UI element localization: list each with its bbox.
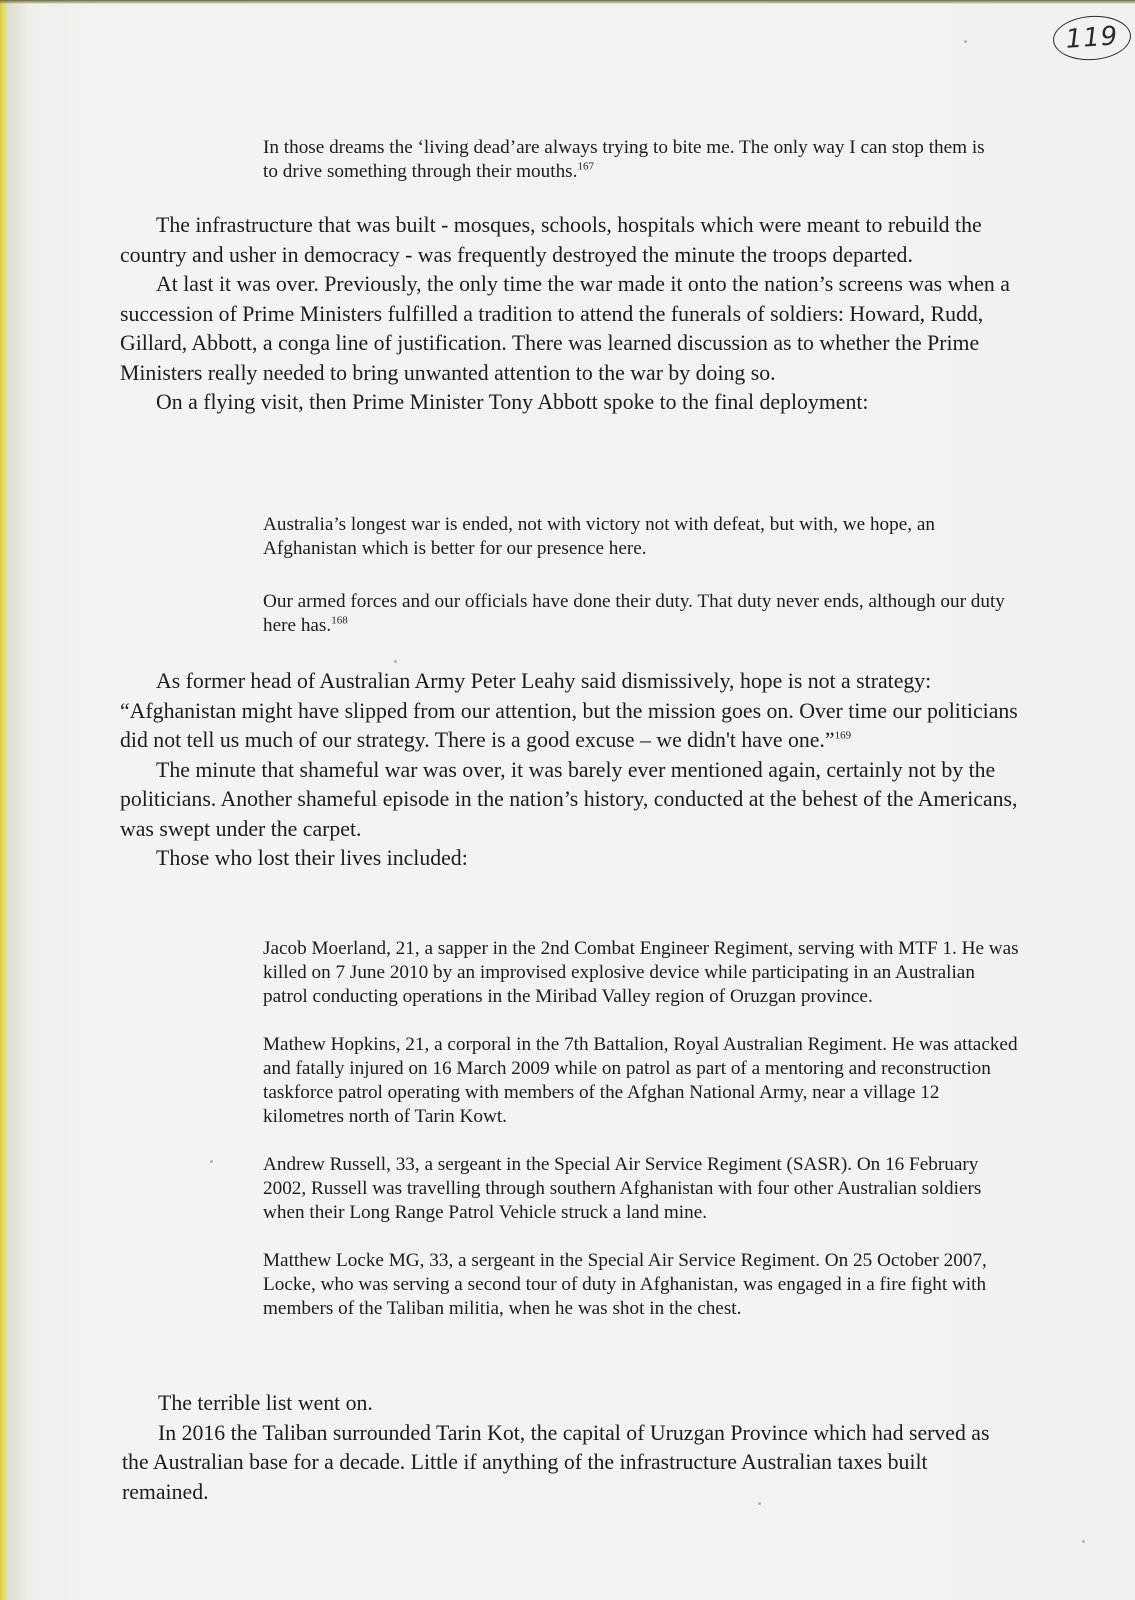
casualty-locke: Matthew Locke MG, 33, a sergeant in the Special Air Service Regiment. On 25 October 2007, Locke, who was serving a second tour of duty in Afghanistan, was engaged in a fire fight with members of the Taliban militia, when he was shot in the chest. (263, 1250, 987, 1319)
scan-speck (758, 1502, 761, 1505)
handwritten-page-number: 119 (1052, 13, 1133, 62)
quote-dreams-text: In those dreams the ‘living dead’are always trying to bite me. The only way I can stop them is to drive something through their mouths.$^{167}$ (263, 137, 985, 182)
scan-speck (1082, 1540, 1085, 1543)
body-section-1 (120, 211, 1015, 418)
paragraph-terrible-list: The terrible list went on. (158, 1391, 373, 1415)
paragraph-leahy: As former head of Australian Army Peter Leahy said dismissively, hope is not a strategy: “Afghanistan might have slipped from our attention, but the mission goes on. Over time our politicians did not tell us much of our strategy. There is a good excuse – we didn't have one.”$^{169}$ (120, 669, 1018, 752)
scan-speck (964, 40, 967, 43)
casualty-russell: Andrew Russell, 33, a sergeant in the Special Air Service Regiment (SASR). On 16 February 2002, Russell was travelling through southern Afghanistan with four other Australian soldiers when their Long Range Patrol Vehicle struck a land mine. (263, 1154, 982, 1223)
page-left-edge (0, 0, 8, 1600)
block-quote-abbott (263, 513, 1018, 638)
scan-speck (210, 1160, 213, 1163)
body-section-3 (122, 1389, 1017, 1507)
paragraph-infrastructure: The infrastructure that was built - mosques, schools, hospitals which were meant to rebuild the country and usher in democracy - was frequently destroyed the minute the troops departed. (120, 213, 982, 267)
footnote-168: 168 (331, 614, 348, 627)
body-section-2 (120, 667, 1020, 874)
footnote-167: 167 (577, 160, 594, 173)
scan-speck (394, 660, 397, 663)
paragraph-taliban-2016: In 2016 the Taliban surrounded Tarin Kot, the capital of Uruzgan Province which had served as the Australian base for a decade. Little if anything of the infrastructure Australian taxes built remained. (122, 1420, 990, 1504)
block-quote-dreams (263, 136, 993, 184)
casualty-hopkins: Mathew Hopkins, 21, a corporal in the 7th Battalion, Royal Australian Regiment. He was attacked and fatally injured on 16 March 2009 while on patrol as part of a mentoring and reconstruction taskforce patrol operating with members of the Afghan National Army, near a village 12 kilometres north of Tarin Kowt. (263, 1034, 1018, 1127)
page-top-edge (0, 0, 1135, 4)
paragraph-at-last: At last it was over. Previously, the only time the war made it onto the nation’s screens was when a succession of Prime Ministers fulfilled a tradition to attend the funerals of soldiers: Howard, Rudd, Gillard, Abbott, a conga line of justification. There was learned discussion as to whether the Prime Ministers really needed to bring unwanted attention to the war by doing so. (120, 272, 1010, 385)
paragraph-shameful-war: The minute that shameful war was over, it was barely ever mentioned again, certainly not by the politicians. Another shameful episode in the nation’s history, conducted at the behest of the Americans, was swept under the carpet. (120, 757, 1018, 841)
footnote-169: 169 (834, 729, 852, 742)
quote-abbott-para-1: Australia’s longest war is ended, not with victory not with defeat, but with, we hope, an Afghanistan which is better for our presence here. (263, 514, 935, 559)
casualty-moerland: Jacob Moerland, 21, a sapper in the 2nd Combat Engineer Regiment, serving with MTF 1. He was killed on 7 June 2010 by an improvised explosive device while participating in an Australian patrol conducting operations in the Miribad Valley region of Oruzgan province. (263, 938, 1019, 1007)
quote-abbott-para-2: Our armed forces and our officials have done their duty. That duty never ends, although our duty here has.$^{168}$ (263, 591, 1005, 636)
casualty-list (263, 937, 1023, 1321)
paragraph-lost-lives: Those who lost their lives included: (156, 846, 468, 870)
paragraph-flying-visit: On a flying visit, then Prime Minister Tony Abbott spoke to the final deployment: (156, 390, 869, 414)
